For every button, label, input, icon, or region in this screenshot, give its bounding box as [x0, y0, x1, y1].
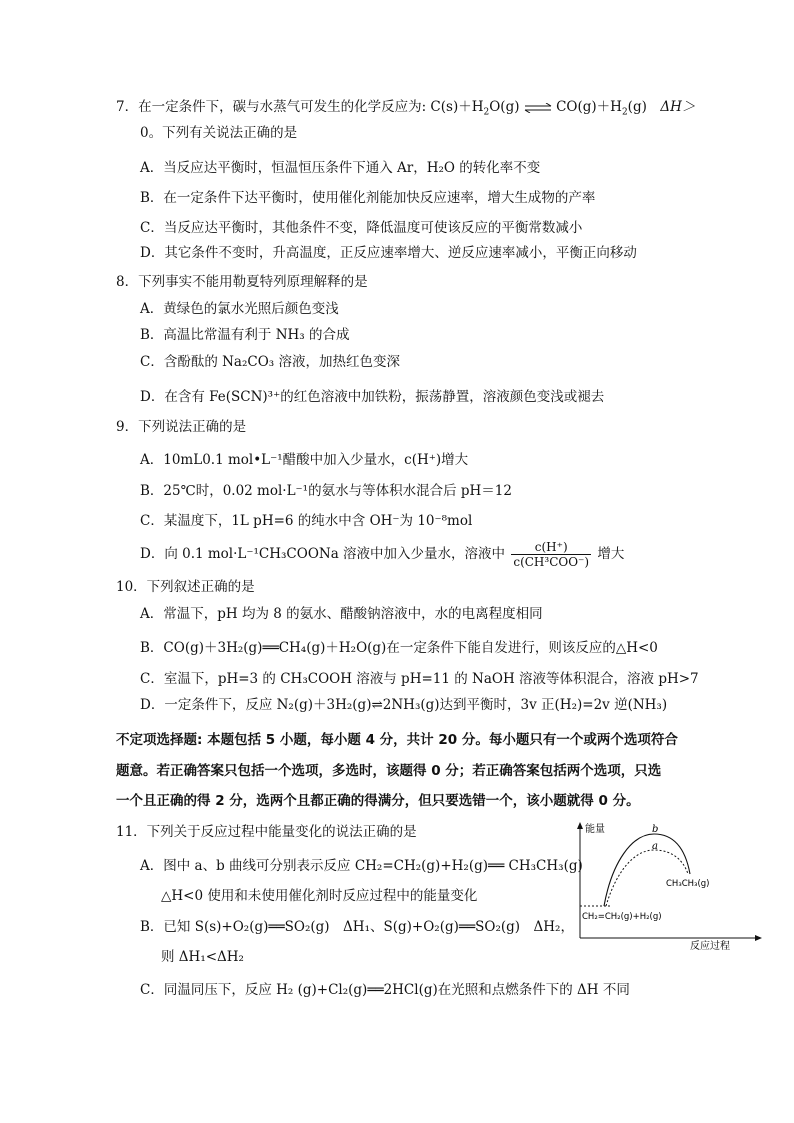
q9-d-fraction: $\frac{c(H^+)}{\text{c(CH³COO⁻)}}$ — [513, 540, 590, 569]
curve-a — [606, 850, 688, 906]
q9-option-d: D．向 0.1 mol·L⁻¹CH₃COONa 溶液中加入少量水，溶液中 $\frac{c(H^+)}{\text{c(CH³COO⁻)}}$ 增大 — [140, 540, 625, 569]
section-instructions-line2: 题意。若正确答案只包括一个选项，多选时，该题得 0 分；若正确答案包括两个选项，只选 — [116, 763, 662, 779]
curve-a-label: a — [652, 841, 658, 852]
q8-option-a: A．黄绿色的氯水光照后颜色变浅 — [140, 301, 339, 317]
energy-profile-diagram — [572, 822, 762, 950]
product-label: CH₃CH₃(g) — [666, 879, 710, 889]
section-instructions-line1: 不定项选择题: 本题包括 5 小题，每小题 4 分，共计 20 分。每小题只有一个或两个选项符合 — [116, 732, 678, 748]
q8-option-d: D．在含有 Fe(SCN)³⁺的红色溶液中加铁粉，振荡静置，溶液颜色变浅或褪去 — [140, 389, 605, 405]
q9-stem: 9．下列说法正确的是 — [116, 419, 247, 435]
q10-option-d: D．一定条件下，反应 N₂(g)＋3H₂(g)⇌2NH₃(g)达到平衡时，3v 正(H₂)=2v 逆(NH₃) — [140, 697, 668, 713]
q7-option-b: B．在一定条件下达平衡时，使用催化剂能加快反应速率，增大生成物的产率 — [140, 190, 596, 206]
q11-option-b-line1: B．已知 S(s)+O₂(g)══SO₂(g) ΔH₁、S(g)+O₂(g)══SO₂(g) ΔH₂， — [140, 919, 574, 935]
reactant-label: CH₂=CH₂(g)+H₂(g) — [582, 912, 662, 922]
q7-stem-line2: 0。下列有关说法正确的是 — [140, 125, 298, 141]
curve-b — [604, 834, 690, 906]
q7-stem-line1: 7．在一定条件下，碳与水蒸气可发生的化学反应为: $C(s)+H_2O(g)$ $CO(g)+H_2(g)$ ΔH＞ — [116, 99, 696, 118]
q10-option-b: B．CO(g)＋3H₂(g)══CH₄(g)＋H₂O(g)在一定条件下能自发进行，则该反应的△H<0 — [140, 640, 658, 656]
q9-option-c: C．某温度下，1L pH=6 的纯水中含 OH⁻为 10⁻⁸mol — [140, 513, 473, 529]
section-instructions-line3: 一个且正确的得 2 分，选两个且都正确的得满分，但只要选错一个，该小题就得 0 分。 — [116, 793, 640, 809]
q7-option-c: C．当反应达平衡时，其他条件不变，降低温度可使该反应的平衡常数减小 — [140, 220, 583, 236]
q7-option-d: D．其它条件不变时，升高温度，正反应速率增大、逆反应速率减小，平衡正向移动 — [140, 245, 637, 261]
q11-option-b-line2: 则 ΔH₁<ΔH₂ — [161, 949, 244, 965]
y-axis-arrow-icon — [577, 822, 583, 829]
x-axis-arrow-icon — [755, 935, 762, 941]
curve-b-label: b — [652, 824, 659, 835]
q8-option-c: C．含酚酞的 Na₂CO₃ 溶液，加热红色变深 — [140, 354, 400, 370]
q8-stem: 8．下列事实不能用勒夏特列原理解释的是 — [116, 274, 368, 290]
q11-option-a-line1: A．图中 a、b 曲线可分别表示反应 CH₂=CH₂(g)+H₂(g)══ CH₃CH₃(g) — [140, 858, 583, 874]
q8-option-b: B．高温比常温有利于 NH₃ 的合成 — [140, 327, 350, 343]
q10-stem: 10．下列叙述正确的是 — [116, 579, 255, 595]
x-axis-label: 反应过程 — [690, 941, 730, 950]
q10-option-c: C．室温下，pH=3 的 CH₃COOH 溶液与 pH=11 的 NaOH 溶液等体积混合，溶液 pH>7 — [140, 671, 699, 687]
q11-option-c: C．同温同压下，反应 H₂ (g)+Cl₂(g)══2HCl(g)在光照和点燃条件下的 ΔH 不同 — [140, 982, 630, 998]
q11-option-a-line2: △H<0 使用和未使用催化剂时反应过程中的能量变化 — [161, 888, 478, 904]
equilibrium-arrow-icon — [524, 103, 552, 113]
q7-option-a: A．当反应达平衡时，恒温恒压条件下通入 Ar，H₂O 的转化率不变 — [140, 160, 541, 176]
y-axis-label: 能量 — [585, 824, 605, 835]
q9-option-b: B．25℃时，0.02 mol·L⁻¹的氨水与等体积水混合后 pH＝12 — [140, 483, 512, 499]
q11-stem: 11．下列关于反应过程中能量变化的说法正确的是 — [116, 824, 417, 840]
q9-option-a: A．10mL0.1 mol•L⁻¹醋酸中加入少量水，c(H⁺)增大 — [140, 452, 469, 468]
q10-option-a: A．常温下，pH 均为 8 的氨水、醋酸钠溶液中，水的电离程度相同 — [140, 606, 543, 622]
